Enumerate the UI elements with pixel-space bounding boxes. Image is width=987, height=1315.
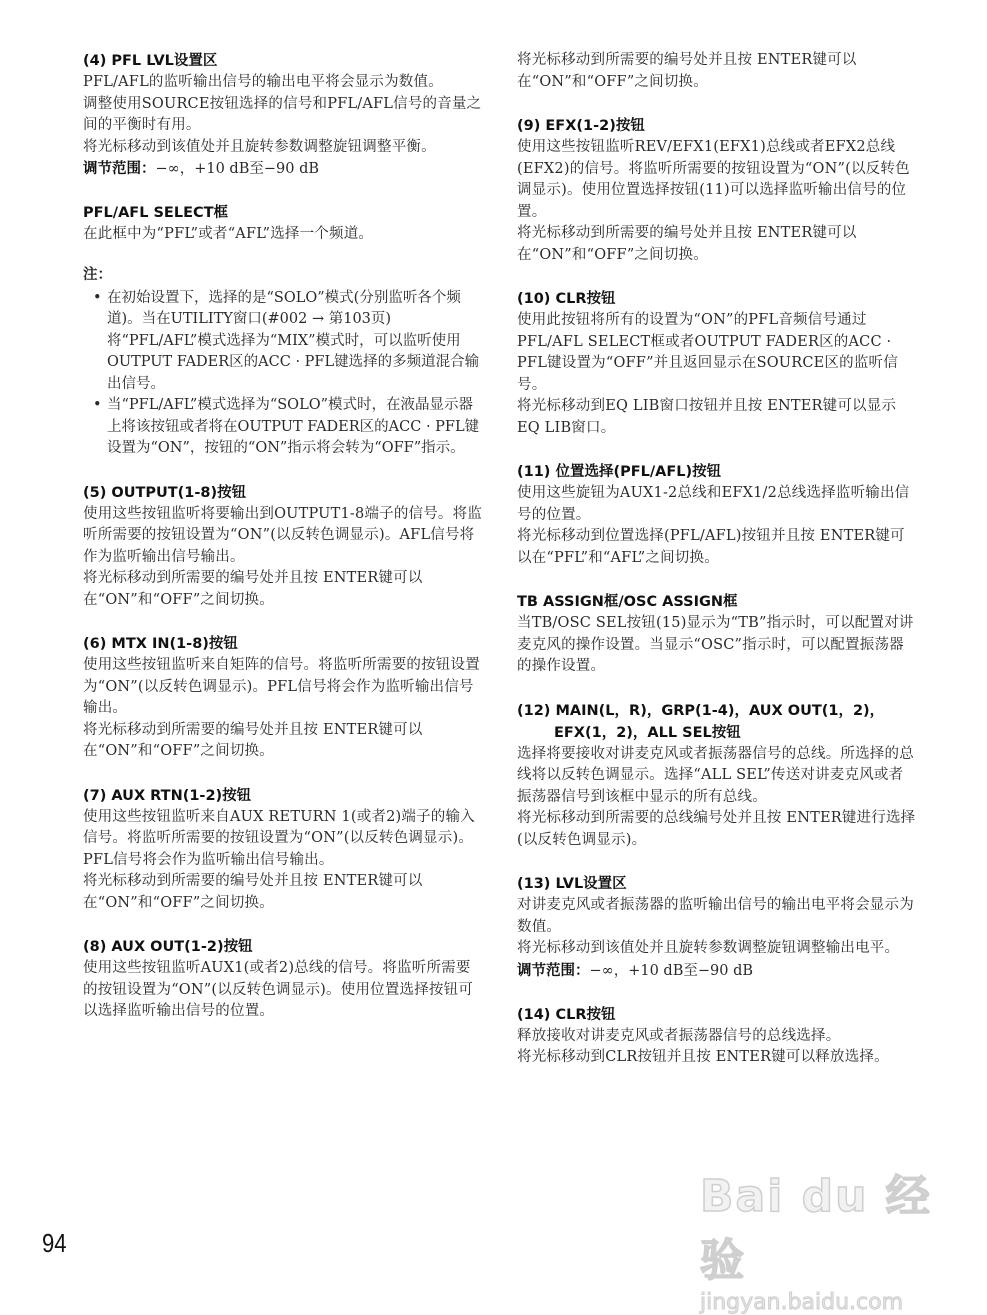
paragraph: 将光标移动到EQ LIB窗口按钮并且按 ENTER键可以显示EQ LIB窗口。	[517, 398, 897, 436]
section-heading	[517, 700, 917, 744]
note-text: 当“PFL/AFL”模式选择为“SOLO”模式时，在液晶显示器上将该按钮或者将在OUTPUT FADER区的ACC · PFL键设置为“ON”，按钮的“ON”指示将会转为“OFF”指示。	[107, 397, 480, 456]
range-value: −∞，+10 dB至−90 dB	[589, 962, 754, 979]
paragraph: 使用这些按钮监听来自AUX RETURN 1(或者2)端子的输入信号。将监听所需要的按钮设置为“ON”(以反转色调显示)。PFL信号将会作为监听输出信号输出。	[83, 808, 475, 868]
section-efx-buttons	[517, 115, 917, 266]
note-item	[93, 288, 483, 396]
heading-line-1: (12) MAIN(L，R)，GRP(1-4)，AUX OUT(1，2)，	[517, 702, 885, 719]
section-heading: (10) CLR按钮	[517, 291, 616, 307]
adjust-range	[83, 158, 483, 180]
bullet-icon: •	[93, 289, 102, 306]
paragraph: 使用这些按钮监听REV/EFX1(EFX1)总线或者EFX2总线(EFX2)的信号。将监听所需要的按钮设置为“ON”(以反转色调显示)。使用位置选择按钮(11)可以选择监听输出信号的位置。	[517, 139, 910, 220]
right-column	[517, 50, 917, 1091]
section-heading: (14) CLR按钮	[517, 1006, 616, 1023]
watermark-url: jingyan.baidu.com	[700, 1290, 904, 1315]
range-value: −∞，+10 dB至−90 dB	[155, 161, 320, 177]
paragraph: 使用这些旋钮为AUX1-2总线和EFX1/2总线选择监听输出信号的位置。	[517, 485, 910, 523]
notes-list	[83, 288, 483, 460]
adjust-range	[517, 960, 917, 982]
paragraph: 选择将要接收对讲麦克风或者振荡器信号的总线。所选择的总线将以反转色调显示。选择“ALL SEL”传送对讲麦克风或者振荡器信号到该框中显示的所有总线。	[517, 745, 914, 805]
paragraph: 将光标移动到该值处并且旋转参数调整旋钮调整输出电平。	[517, 940, 900, 956]
section-heading: (8) AUX OUT(1-2)按钮	[83, 939, 253, 955]
paragraph: 将光标移动到所需要的编号处并且按 ENTER键可以在“ON”和“OFF”之间切换。	[517, 52, 857, 90]
section-heading: PFL/AFL SELECT框	[83, 205, 229, 221]
section-aux-out-continued	[517, 50, 917, 93]
paragraph: 使用这些按钮监听将要输出到OUTPUT1-8端子的信号。将监听所需要的按钮设置为“ON”(以反转色调显示)。AFL信号将作为监听输出信号输出。	[83, 505, 483, 565]
section-heading: (9) EFX(1-2)按钮	[517, 118, 645, 134]
section-heading: (5) OUTPUT(1-8)按钮	[83, 484, 247, 501]
paragraph: 将光标移动到所需要的编号处并且按 ENTER键可以在“ON”和“OFF”之间切换。	[83, 873, 423, 911]
paragraph: 使用此按钮将所有的设置为“ON”的PFL音频信号通过PFL/AFL SELECT框或者OUTPUT FADER区的ACC · PFL键设置为“OFF”并且返回显示在SOURCE区的监听信号。	[517, 312, 898, 393]
section-mtx-in-buttons	[83, 633, 483, 763]
section-aux-out-buttons	[83, 936, 483, 1023]
paragraph: 对讲麦克风或者振荡器的监听输出信号的输出电平将会显示为数值。	[517, 897, 914, 935]
paragraph: 将光标移动到所需要的编号处并且按 ENTER键可以在“ON”和“OFF”之间切换。	[83, 570, 423, 608]
section-heading: (11) 位置选择(PFL/AFL)按钮	[517, 464, 722, 480]
section-lvl-setting	[517, 873, 917, 982]
note-title: 注：	[83, 266, 112, 283]
paragraph: 调整使用SOURCE按钮选择的信号和PFL/AFL信号的音量之间的平衡时有用。	[83, 95, 482, 133]
section-aux-rtn-buttons	[83, 785, 483, 915]
watermark	[700, 1160, 960, 1315]
paragraph: 将光标移动到位置选择(PFL/AFL)按钮并且按 ENTER键可以在“PFL”和“AFL”之间切换。	[517, 528, 905, 566]
paragraph: 将光标移动到该值处并且旋转参数调整旋钮调整平衡。	[83, 138, 436, 155]
bullet-icon: •	[93, 397, 102, 413]
section-heading: (13) LVL设置区	[517, 876, 627, 892]
note-item	[93, 395, 483, 460]
range-label: 调节范围：	[517, 962, 590, 979]
heading-line-2: EFX(1，2)，ALL SEL按钮	[554, 724, 741, 741]
section-clr-button	[517, 288, 917, 439]
section-heading: (4) PFL LVL设置区	[83, 53, 218, 69]
section-notes	[83, 264, 483, 460]
paragraph: 将光标移动到所需要的总线编号处并且按 ENTER键进行选择(以反转色调显示)。	[517, 810, 916, 848]
section-pfl-lvl	[83, 50, 483, 180]
section-pfl-afl-select	[83, 202, 483, 246]
section-position-select	[517, 461, 917, 569]
left-column	[83, 50, 483, 1045]
section-bus-select-buttons	[517, 700, 917, 852]
paragraph: 将光标移动到所需要的编号处并且按 ENTER键可以在“ON”和“OFF”之间切换。	[83, 721, 423, 759]
paragraph: 使用这些按钮监听AUX1(或者2)总线的信号。将监听所需要的按钮设置为“ON”(以反转色调显示)。使用位置选择按钮可以选择监听输出信号的位置。	[83, 960, 474, 1019]
paragraph: 将光标移动到CLR按钮并且按 ENTER键可以释放选择。	[517, 1049, 889, 1065]
paragraph: PFL/AFL的监听输出信号的输出电平将会显示为数值。	[83, 74, 443, 90]
section-heading: (7) AUX RTN(1-2)按钮	[83, 787, 252, 804]
section-tb-osc-assign	[517, 591, 917, 678]
paragraph: 当TB/OSC SEL按钮(15)显示为“TB”指示时，可以配置对讲麦克风的操作设置。当显示“OSC”指示时，可以配置振荡器的操作设置。	[517, 615, 914, 674]
section-heading: TB ASSIGN框/OSC ASSIGN框	[517, 594, 738, 610]
section-output-buttons	[83, 482, 483, 612]
range-label: 调节范围：	[83, 161, 156, 177]
paragraph: 释放接收对讲麦克风或者振荡器信号的总线选择。	[517, 1027, 841, 1044]
section-heading: (6) MTX IN(1-8)按钮	[83, 636, 238, 652]
section-clr-button-2	[517, 1004, 917, 1069]
baidu-logo-icon: Bai du 经验	[700, 1171, 932, 1286]
note-text: 在初始设置下，选择的是“SOLO”模式(分别监听各个频道)。当在UTILITY窗口(#002 → 第103页)将“PFL/AFL”模式选择为“MIX”模式时，可以监听使用OUTPUT FADER区的ACC · PFL键选择的多频道混合输出信号。	[107, 289, 480, 392]
page-number: 94	[42, 1228, 67, 1258]
paragraph: 使用这些按钮监听来自矩阵的信号。将监听所需要的按钮设置为“ON”(以反转色调显示)。PFL信号将会作为监听输出信号输出。	[83, 657, 480, 716]
paragraph: 在此框中为“PFL”或者“AFL”选择一个频道。	[83, 226, 374, 242]
paragraph: 将光标移动到所需要的编号处并且按 ENTER键可以在“ON”和“OFF”之间切换。	[517, 225, 857, 263]
